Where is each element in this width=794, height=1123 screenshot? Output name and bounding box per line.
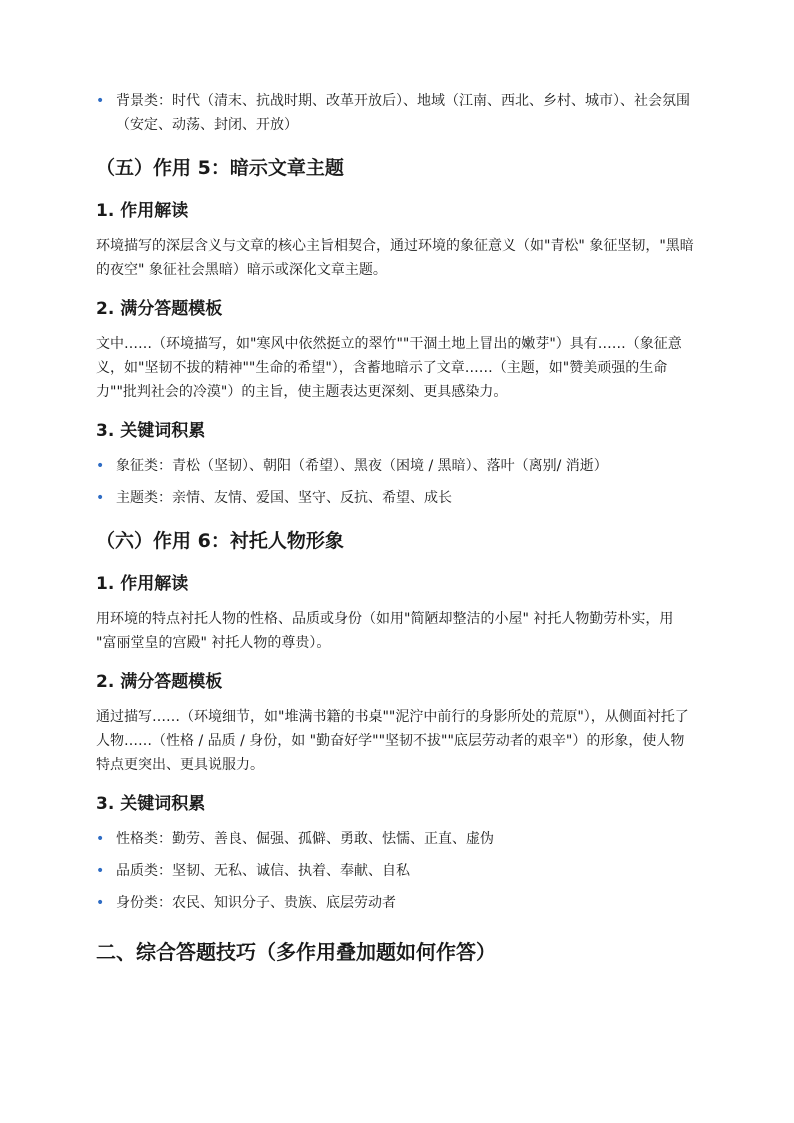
- list-item-text: 身份类：农民、知识分子、贵族、底层劳动者: [116, 895, 396, 911]
- list-item-text: 性格类：勤劳、善良、倔强、孤僻、勇敢、怯懦、正直、虚伪: [116, 831, 494, 847]
- section-5-title: （五）作用 5：暗示文章主题: [96, 157, 344, 179]
- list-item: [96, 89, 698, 137]
- section-6-heading-interpretation: 1. 作用解读: [96, 574, 189, 594]
- section-6-keyword-list: [96, 827, 698, 915]
- list-item: [96, 827, 698, 851]
- list-item-text: 象征类：青松（坚韧）、朝阳（希望）、黑夜（困境 / 黑暗）、落叶（离别/ 消逝）: [116, 458, 608, 474]
- bullet-icon: •: [96, 895, 105, 911]
- section-6-template-text: 通过描写……（环境细节，如"堆满书籍的书桌""泥泞中前行的身影所处的荒原"），从侧面衬托了人物……（性格 / 品质 / 身份，如 "勤奋好学""坚韧不拔""底层劳动者的艰辛"）的形象，使人物特点更突出、更具说服力。: [96, 709, 689, 773]
- list-item: [96, 454, 698, 478]
- bullet-icon: •: [96, 863, 105, 879]
- bullet-icon: •: [96, 490, 105, 506]
- section-5-keyword-list: [96, 454, 698, 510]
- section-5-template-text: 文中……（环境描写，如"寒风中依然挺立的翠竹""干涸土地上冒出的嫩芽"）具有……（象征意义，如"坚韧不拔的精神""生命的希望"），含蓄地暗示了文章……（主题，如"赞美顽强的生命力""批判社会的冷漠"）的主旨，使主题表达更深刻、更具感染力。: [96, 336, 682, 400]
- section-5-heading-interpretation: 1. 作用解读: [96, 201, 189, 221]
- list-item: [96, 859, 698, 883]
- section-5-heading-template: 2. 满分答题模板: [96, 299, 223, 319]
- section-6-heading-template: 2. 满分答题模板: [96, 672, 223, 692]
- list-item-text: 背景类：时代（清末、抗战时期、改革开放后）、地域（江南、西北、乡村、城市）、社会氛围（安定、动荡、封闭、开放）: [116, 93, 690, 133]
- section-6-heading-keywords: 3. 关键词积累: [96, 794, 206, 814]
- section-6-interpretation-text: 用环境的特点衬托人物的性格、品质或身份（如用"简陋却整洁的小屋" 衬托人物勤劳朴实，用 "富丽堂皇的宫殿" 衬托人物的尊贵）。: [96, 611, 674, 651]
- section-5-heading-keywords: 3. 关键词积累: [96, 421, 206, 441]
- section-6-title: （六）作用 6：衬托人物形象: [96, 530, 344, 552]
- part-2-heading: 二、综合答题技巧（多作用叠加题如何作答）: [96, 940, 496, 964]
- section-5-interpretation-text: 环境描写的深层含义与文章的核心主旨相契合，通过环境的象征意义（如"青松" 象征坚韧，"黑暗的夜空" 象征社会黑暗）暗示或深化文章主题。: [96, 238, 694, 278]
- intro-bullet-list: [96, 89, 698, 137]
- list-item-text: 品质类：坚韧、无私、诚信、执着、奉献、自私: [116, 863, 410, 879]
- list-item: [96, 891, 698, 915]
- bullet-icon: •: [96, 93, 105, 109]
- list-item: [96, 486, 698, 510]
- bullet-icon: •: [96, 831, 105, 847]
- list-item-text: 主题类：亲情、友情、爱国、坚守、反抗、希望、成长: [116, 490, 452, 506]
- bullet-icon: •: [96, 458, 105, 474]
